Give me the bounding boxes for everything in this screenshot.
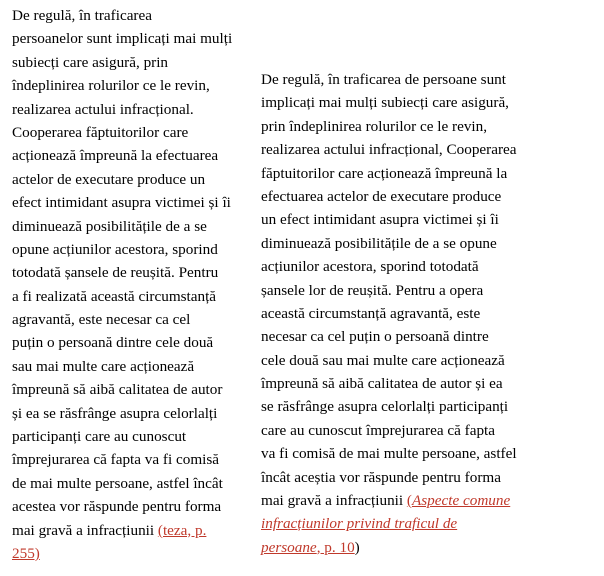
text-line-with-citation [12, 519, 232, 542]
text-line-with-citation [261, 489, 517, 512]
text-line: îndeplinirea rolurilor ce le revin, [12, 77, 210, 95]
citation-link-thesis[interactable]: (teza, p. [157, 521, 207, 539]
text-line: sau mai multe care acționează [12, 357, 195, 375]
text-line: șansele lor de reușită. Pentru a opera [261, 281, 484, 299]
right-column [261, 68, 517, 559]
text-line: implicați mai mulți subiecți care asigură, [261, 94, 509, 112]
closing-paren: ) [354, 538, 360, 556]
citation-title-part3: persoane [261, 538, 317, 556]
text-line: cele două sau mai multe care acționează [261, 351, 505, 369]
text-line [261, 536, 517, 559]
text-line: agravantă, este necesar ca cel [12, 311, 191, 329]
citation-link-source[interactable] [407, 492, 510, 509]
citation-link-source-page[interactable] [261, 539, 355, 556]
text-line: realizarea actului infracțional, Cooperarea [261, 141, 517, 159]
text-line: subiecți care asigură, prin [12, 53, 169, 71]
text-line: realizarea actului infracțional. [12, 100, 194, 118]
text-fragment: mai gravă a infracțiunii [261, 492, 407, 510]
text-line: persoanelor sunt implicați mai mulți [12, 30, 233, 48]
left-column [12, 4, 232, 565]
text-line: împreună să aibă calitatea de autor și ea [261, 375, 503, 393]
text-line: un efect intimidant asupra victimei și îi [261, 211, 499, 229]
text-line: diminuează posibilitățile de a se [12, 217, 207, 235]
text-line: se răsfrânge asupra celorlalți participanți [261, 398, 509, 416]
text-line: acestea vor răspunde pentru forma [12, 498, 222, 516]
text-line: făptuitorilor care acționează împreună la [261, 164, 508, 182]
text-line: va fi comisă de mai multe persoane, astfel [261, 445, 517, 463]
text-line: a fi realizată această circumstanță [12, 287, 217, 305]
text-line: diminuează posibilitățile de a se opune [261, 234, 497, 252]
text-fragment: mai gravă a infracțiunii [12, 521, 158, 539]
citation-page: , p. 10 [316, 538, 355, 556]
text-line: această circumstanță agravantă, este [261, 304, 481, 322]
text-line: și ea se răsfrânge asupra celorlalți [12, 404, 218, 422]
text-line: de mai multe persoane, astfel încât [12, 474, 223, 492]
text-line [261, 512, 517, 535]
text-line: Cooperarea făptuitorilor care [12, 123, 189, 141]
text-line: De regulă, în traficarea de persoane sunt [261, 71, 506, 88]
text-line: participanți care au cunoscut [12, 428, 187, 446]
text-line: împrejurarea că fapta va fi comisă [12, 451, 220, 469]
text-line: necesar ca cel puțin o persoană dintre [261, 328, 489, 346]
text-line: puțin o persoană dintre cele două [12, 334, 214, 352]
text-line: efect intimidant asupra victimei și îi [12, 194, 231, 212]
text-line: actelor de executare produce un [12, 170, 206, 188]
text-line: efectuarea actelor de executare produce [261, 187, 502, 205]
text-line: totodată șansele de reușită. Pentru [12, 264, 219, 282]
citation-title-part1: Aspecte comune [411, 492, 511, 510]
text-line: acțiunilor acestora, sporind totodată [261, 258, 479, 276]
text-line: prin îndeplinirea rolurilor ce le revin, [261, 117, 488, 135]
citation-link-thesis-page[interactable]: 255) [12, 544, 40, 562]
text-line: împreună să aibă calitatea de autor [12, 381, 223, 399]
text-line: încât aceștia vor răspunde pentru forma [261, 468, 501, 486]
text-line: acționează împreună la efectuarea [12, 147, 219, 165]
text-line: De regulă, în traficarea [12, 7, 152, 24]
citation-title-part2[interactable]: infracțiunilor privind traficul de [261, 515, 458, 533]
citation-open-paren: ( [406, 492, 412, 510]
text-line: care au cunoscut împrejurarea că fapta [261, 421, 495, 439]
text-line [12, 542, 232, 565]
text-line: opune acțiunilor acestora, sporind [12, 240, 218, 258]
